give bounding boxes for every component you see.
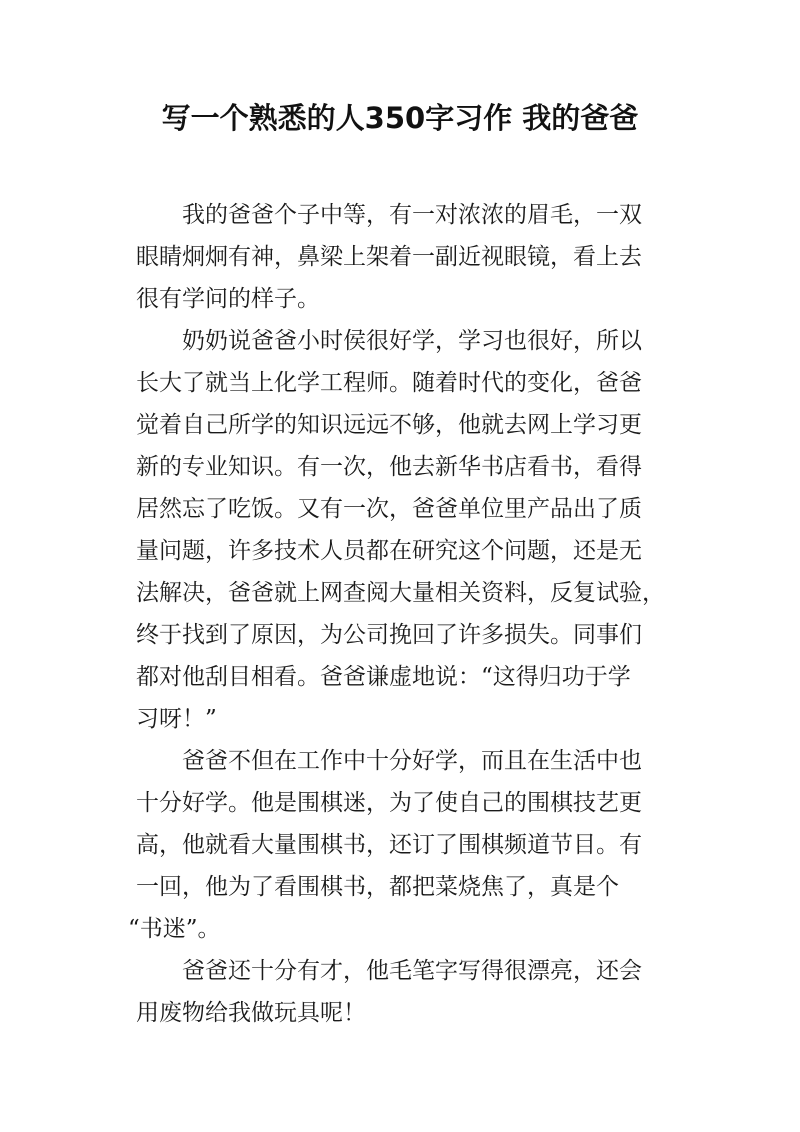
page-title: 写一个熟悉的人350字习作 我的爸爸 bbox=[161, 101, 639, 135]
paragraph-3-line-4: 一回，他为了看围棋书，都把菜烧焦了，真是个 bbox=[136, 874, 619, 900]
paragraph-2-line-1: 奶奶说爸爸小时侯很好学，学习也很好，所以 bbox=[182, 328, 642, 354]
paragraph-3-line-5: “书迷”。 bbox=[128, 916, 221, 942]
paragraph-1-line-2: 眼睛炯炯有神，鼻梁上架着一副近视眼镜，看上去 bbox=[136, 244, 642, 270]
paragraph-2-line-2: 长大了就当上化学工程师。随着时代的变化，爸爸 bbox=[136, 370, 642, 396]
paragraph-3-line-1: 爸爸不但在工作中十分好学，而且在生活中也 bbox=[182, 748, 642, 774]
paragraph-4-line-1: 爸爸还十分有才，他毛笔字写得很漂亮，还会 bbox=[182, 958, 642, 984]
paragraph-3-line-3: 高，他就看大量围棋书，还订了围棋频道节目。有 bbox=[136, 832, 642, 858]
paragraph-2-line-10: 习呀！” bbox=[136, 706, 217, 732]
paragraph-2-line-6: 量问题，许多技术人员都在研究这个问题，还是无 bbox=[136, 538, 642, 564]
paragraph-2-line-4: 新的专业知识。有一次，他去新华书店看书，看得 bbox=[136, 454, 642, 480]
paragraph-2-line-8: 终于找到了原因，为公司挽回了许多损失。同事们 bbox=[136, 622, 642, 648]
paragraph-2-line-9: 都对他刮目相看。爸爸谦虚地说：“这得归功于学 bbox=[136, 664, 631, 690]
paragraph-2-line-5: 居然忘了吃饭。又有一次，爸爸单位里产品出了质 bbox=[136, 496, 642, 522]
paragraph-2-line-3: 觉着自己所学的知识远远不够，他就去网上学习更 bbox=[136, 412, 642, 438]
paragraph-1-line-1: 我的爸爸个子中等，有一对浓浓的眉毛，一双 bbox=[182, 202, 642, 228]
paragraph-1-line-3: 很有学问的样子。 bbox=[136, 286, 320, 312]
paragraph-4-line-2: 用废物给我做玩具呢！ bbox=[136, 1000, 366, 1026]
paragraph-2-line-7: 法解决，爸爸就上网查阅大量相关资料，反复试验， bbox=[136, 580, 665, 606]
paragraph-3-line-2: 十分好学。他是围棋迷，为了使自己的围棋技艺更 bbox=[136, 790, 642, 816]
